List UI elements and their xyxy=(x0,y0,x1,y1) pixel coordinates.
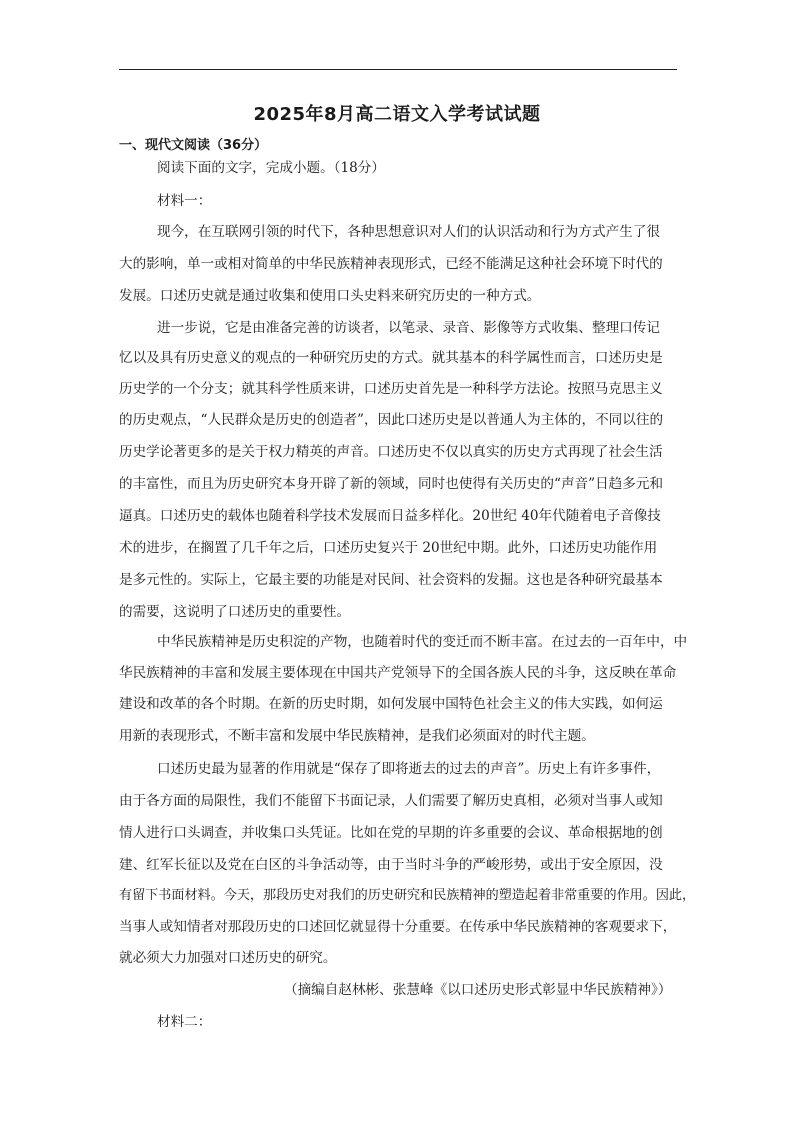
text-line: 中华民族精神是历史积淀的产物，也随着时代的变迁而不断丰富。在过去的一百年中，中 xyxy=(157,634,688,650)
source-citation: （摘编自赵林彬、张慧峰《以口述历史形式彰显中华民族精神》） xyxy=(284,982,672,998)
text-line: 历史学的一个分支；就其科学性质来讲，口述历史首先是一种科学方法论。按照马克思主义 xyxy=(119,381,663,397)
text-line: 是多元性的。实际上，它最主要的功能是对民间、社会资料的发掘。这也是各种研究最基本 xyxy=(119,572,663,588)
text-line: 口述历史最为显著的作用就是“保存了即将逝去的过去的声音”。历史上有许多事件， xyxy=(157,761,661,777)
text-line: 的需要，这说明了口述历史的重要性。 xyxy=(119,604,351,620)
material-2-label: 材料二： xyxy=(157,1014,212,1030)
text-line: 有留下书面材料。今天，那段历史对我们的历史研究和民族精神的塑造起着非常重要的作用。因此， xyxy=(119,888,696,903)
text-line: 建、红军长征以及党在白区的斗争活动等，由于当时斗争的严峻形势，或出于安全原因，没 xyxy=(119,857,663,873)
text-line: 现今，在互联网引领的时代下，各种思想意识对人们的认识活动和行为方式产生了很 xyxy=(157,224,660,240)
text-line: 历史学论著更多的是关于权力精英的声音。口述历史不仅以真实的历史方式再现了社会生活 xyxy=(119,444,663,460)
text-line: 用新的表现形式，不断丰富和发展中华民族精神，是我们必须面对的时代主题。 xyxy=(119,728,595,744)
text-line: 的历史观点，“人民群众是历史的创造者”，因此口述历史是以普通人为主体的，不同以往的 xyxy=(119,412,664,428)
text-line: 发展。口述历史就是通过收集和使用口头史料来研究历史的一种方式。 xyxy=(119,288,541,304)
text-line: 当事人或知情者对那段历史的口述回忆就显得十分重要。在传承中华民族精神的客观要求下， xyxy=(119,919,677,935)
text-line: 就必须大力加强对口述历史的研究。 xyxy=(119,950,337,966)
text-line: 忆以及具有历史意义的观点的一种研究历史的方式。就其基本的科学属性而言，口述历史是 xyxy=(119,350,663,366)
text-line: 大的影响，单一或相对简单的中华民族精神表现形式，已经不能满足这种社会环境下时代的 xyxy=(119,256,663,272)
text-line: 建设和改革的各个时期。在新的历史时期，如何发展中国特色社会主义的伟大实践，如何运 xyxy=(119,696,663,712)
text-line: 华民族精神的丰富和发展主要体现在中国共产党领导下的全国各族人民的斗争，这反映在革命 xyxy=(119,665,677,681)
text-line: 情人进行口头调查，并收集口头凭证。比如在党的早期的许多重要的会议、革命根据地的创 xyxy=(119,825,663,841)
section-heading: 一、现代文阅读（36分） xyxy=(119,138,268,153)
text-line: 逼真。口述历史的载体也随着科学技术发展而日益多样化。20世纪 40年代随着电子音像技 xyxy=(119,508,661,524)
text-line: 的丰富性，而且为历史研究本身开辟了新的领域，同时也使得有关历史的“声音”日趋多元和 xyxy=(119,476,664,492)
instruction-line: 阅读下面的文字，完成小题。（18分） xyxy=(157,160,385,176)
page-title: 2025年8月高二语文入学考试试题 xyxy=(253,104,541,125)
text-line: 术的进步，在搁置了几千年之后，口述历史复兴于 20世纪中期。此外，口述历史功能作用 xyxy=(119,540,658,556)
text-line: 进一步说，它是由准备完善的访谈者，以笔录、录音、影像等方式收集、整理口传记 xyxy=(157,320,660,336)
text-line: 由于各方面的局限性，我们不能留下书面记录，人们需要了解历史真相，必须对当事人或知 xyxy=(119,793,663,809)
material-1-label: 材料一： xyxy=(157,193,212,209)
header-rule xyxy=(119,69,677,70)
